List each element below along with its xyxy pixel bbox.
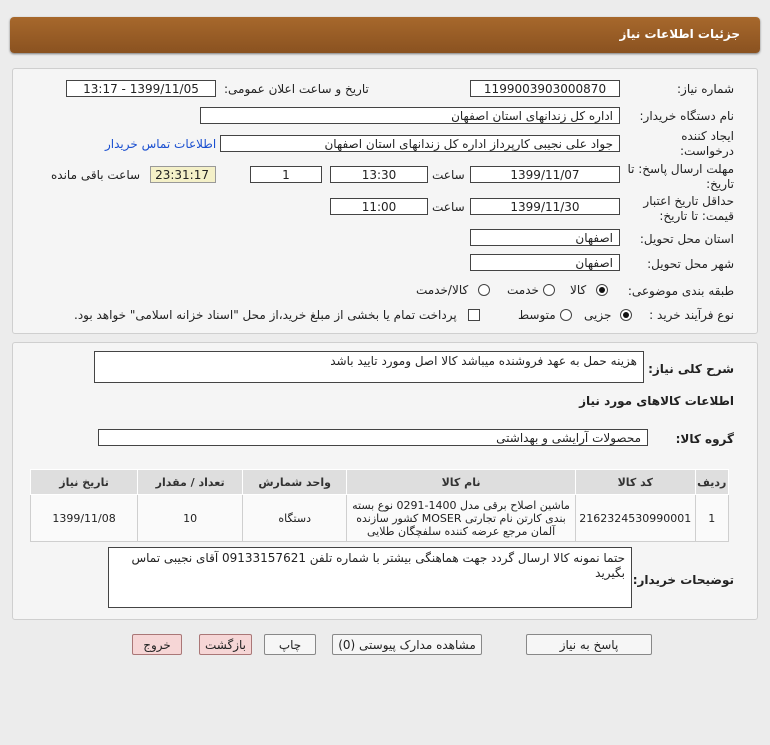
category-goods-label: کالا [570,283,587,297]
announce-label: تاریخ و ساعت اعلان عمومی: [224,82,369,96]
process-minor-radio[interactable] [620,309,632,321]
attachments-button[interactable]: مشاهده مدارک پیوستی (0) [332,634,482,655]
need-number-field: 1199003903000870 [470,80,620,97]
category-label: طبقه بندی موضوعی: [627,284,734,298]
creator-field: جواد علی نجیبی کارپرداز اداره کل زندانهای استان اصفهان [220,135,620,152]
col-date: تاریخ نیاز [31,470,138,495]
deadline-label: مهلت ارسال پاسخ: تا تاریخ: [627,162,734,191]
treasury-payment-note: پرداخت تمام یا بخشی از مبلغ خرید،از محل "اسناد خزانه اسلامی" خواهد بود. [74,308,457,322]
province-field: اصفهان [470,229,620,246]
process-medium-radio[interactable] [560,309,572,321]
deadline-date-field: 1399/11/07 [470,166,620,183]
buyer-notes-field: حتما نمونه کالا ارسال گردد جهت هماهنگی بیشتر با شماره تلفن 09133157621 آقای نجیبی تماس بگیرید [108,547,632,608]
goods-table-header [31,470,729,495]
category-service-label: خدمت [507,283,539,297]
goods-group-label: گروه کالا: [675,432,734,446]
buyer-notes-label: توضیحات خریدار: [632,573,734,587]
buyer-org-label: نام دستگاه خریدار: [639,109,734,123]
buyer-org-field: اداره کل زندانهای استان اصفهان [200,107,620,124]
days-field: 1 [250,166,322,183]
category-both-radio[interactable] [478,284,490,296]
row-code: 2162324530990001 [575,495,695,542]
process-label: نوع فرآیند خرید : [649,308,734,322]
back-button[interactable]: بازگشت [199,634,252,655]
goods-table [30,469,729,542]
category-service-radio[interactable] [543,284,555,296]
goods-section-title: اطلاعات کالاهای مورد نیاز [579,394,734,408]
validity-time-label: ساعت [432,200,465,214]
row-unit: دستگاه [243,495,347,542]
need-number-label: شماره نیاز: [677,82,734,96]
row-name: ماشین اصلاح برقی مدل 1400-0291 نوع بسته بندی کارتن نام تجارتی MOSER کشور سازنده آلمان مرجع عرضه کننده سلفچگان طلایی [347,495,576,542]
col-qty: تعداد / مقدار [138,470,243,495]
reply-button[interactable]: پاسخ به نیاز [526,634,652,655]
city-label: شهر محل تحویل: [647,257,734,271]
validity-date-field: 1399/11/30 [470,198,620,215]
col-name: نام کالا [347,470,576,495]
goods-group-field: محصولات آرایشی و بهداشتی [98,429,648,446]
col-code: کد کالا [575,470,695,495]
col-unit: واحد شمارش [243,470,347,495]
print-button[interactable]: چاپ [264,634,316,655]
category-goods-radio[interactable] [596,284,608,296]
deadline-time-label: ساعت [432,168,465,182]
col-index: ردیف [695,470,729,495]
title-bar [10,17,760,53]
creator-label: ایجاد کننده درخواست: [680,129,734,158]
exit-button[interactable]: خروج [132,634,182,655]
process-medium-label: متوسط [518,308,556,322]
row-date: 1399/11/08 [31,495,138,542]
validity-label: حداقل تاریخ اعتبار قیمت: تا تاریخ: [643,194,734,223]
page-title: جزئیات اطلاعات نیاز [619,27,740,41]
row-index: 1 [695,495,729,542]
category-both-label: کالا/خدمت [416,283,469,297]
announce-field: 1399/11/05 - 13:17 [66,80,216,97]
deadline-time-field: 13:30 [330,166,428,183]
summary-field: هزینه حمل به عهد فروشنده میباشد کالا اصل ومورد تایید باشد [94,351,644,383]
province-label: استان محل تحویل: [639,232,734,246]
remaining-label: ساعت باقی مانده [51,168,141,182]
summary-label: شرح کلی نیاز: [648,362,734,376]
process-minor-label: جزیی [584,308,612,322]
contact-info-link[interactable]: اطلاعات تماس خریدار [105,137,217,151]
row-qty: 10 [138,495,243,542]
city-field: اصفهان [470,254,620,271]
validity-time-field: 11:00 [330,198,428,215]
table-row [31,495,729,542]
remaining-time-field: 23:31:17 [150,166,216,183]
treasury-payment-checkbox[interactable] [468,309,480,321]
